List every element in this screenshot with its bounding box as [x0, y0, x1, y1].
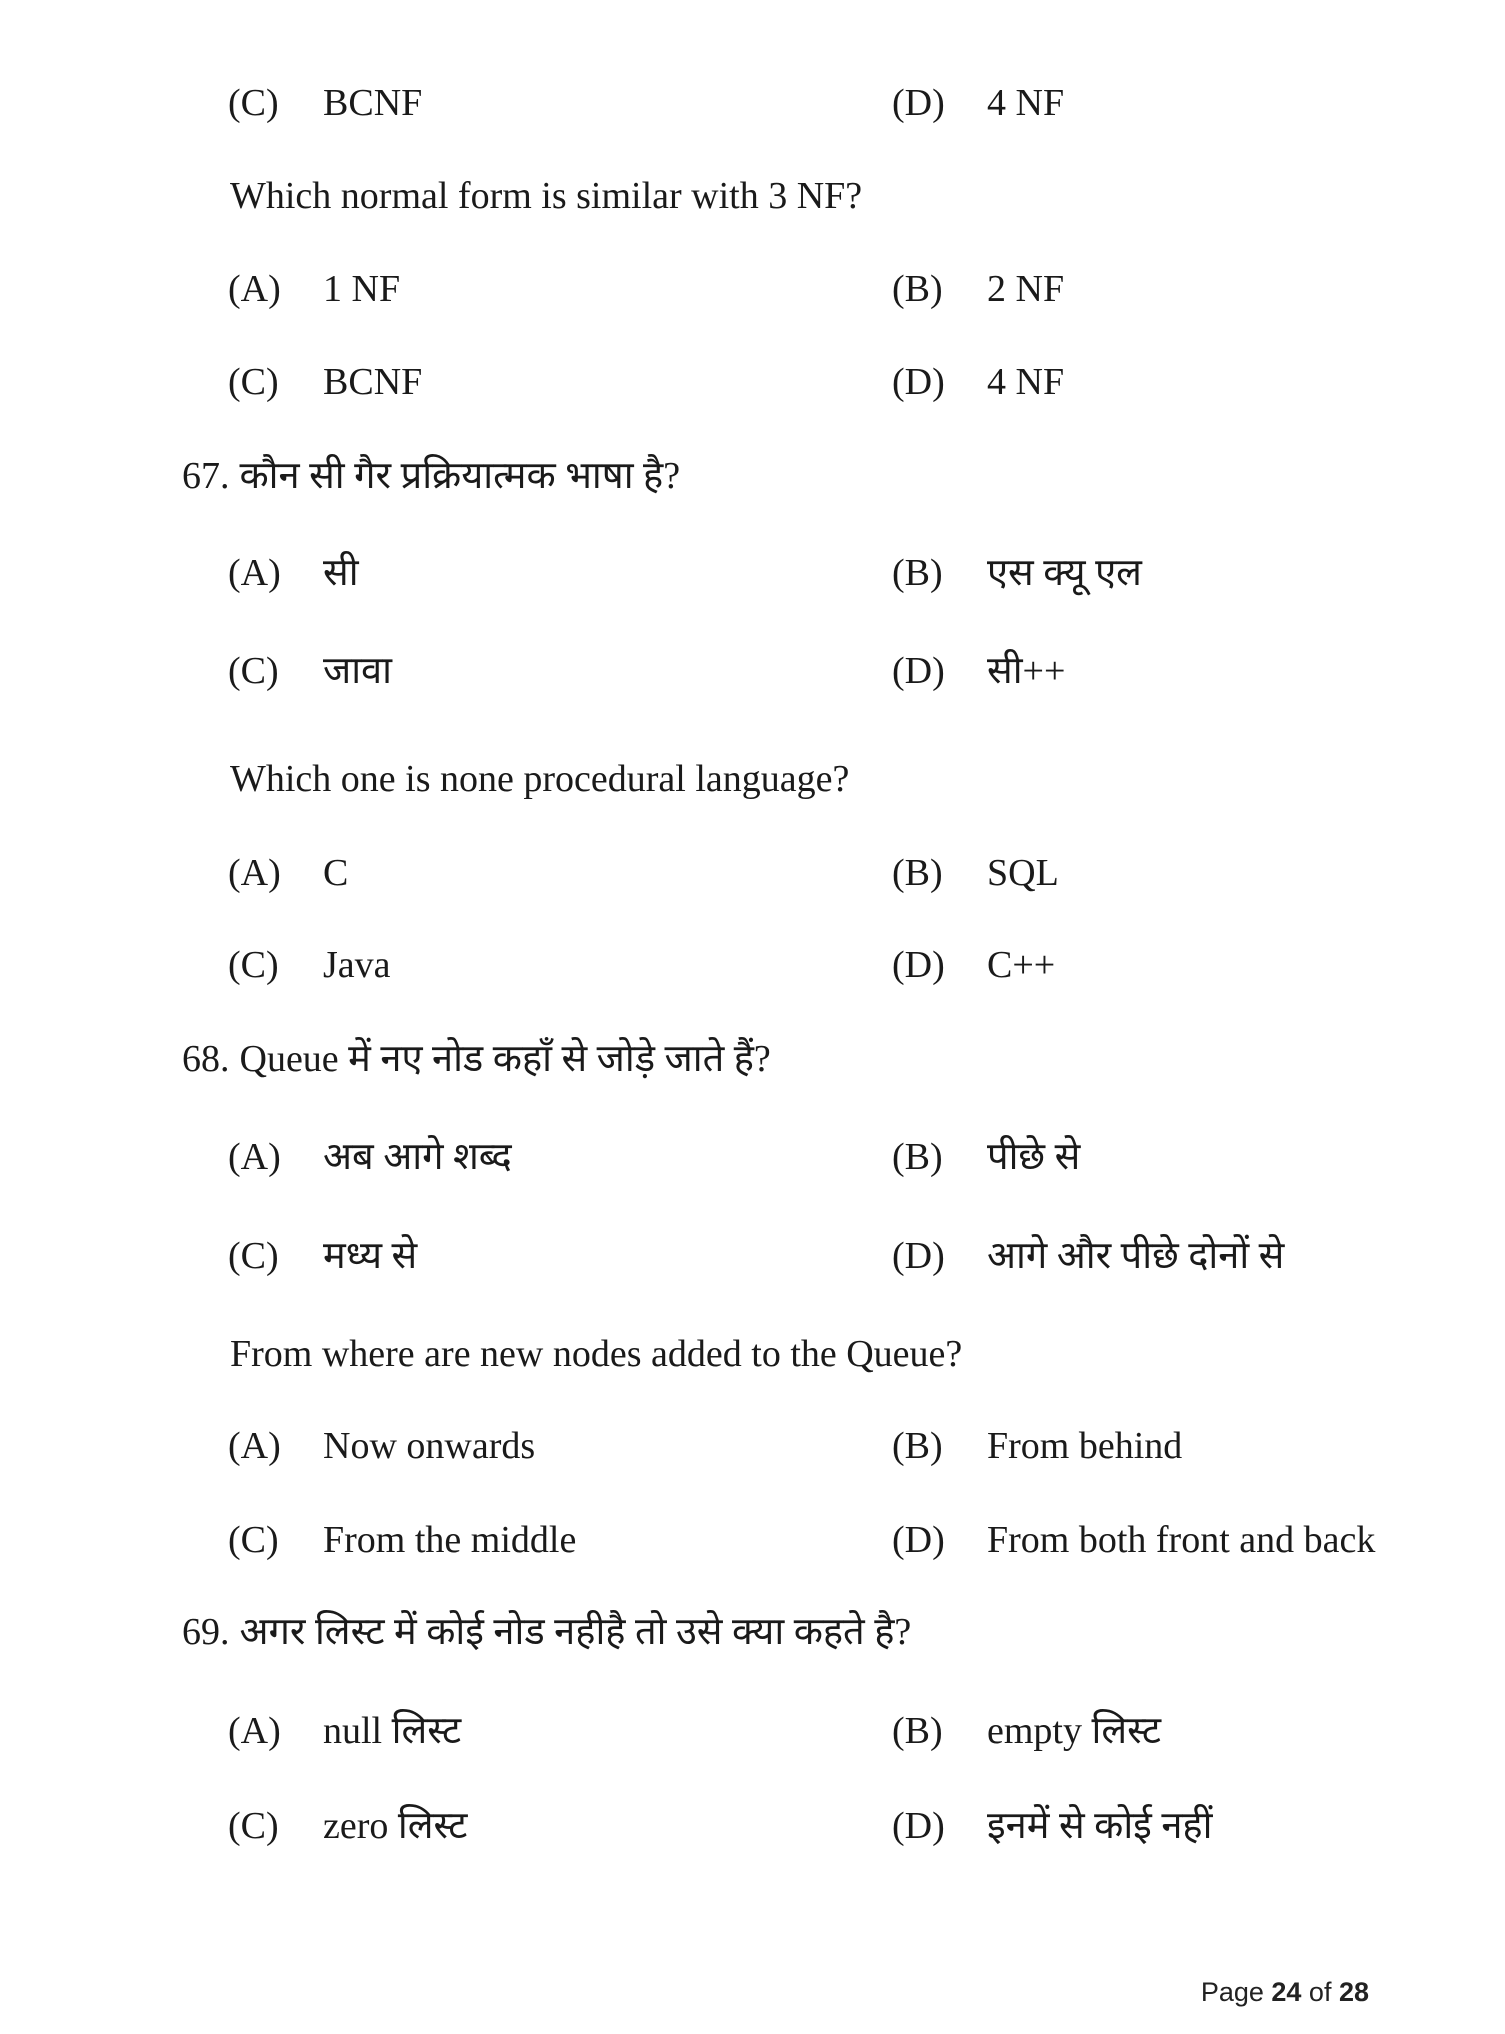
question-text: कौन सी गैर प्रक्रियात्मक भाषा है? [239, 455, 681, 497]
option-label: (D) [892, 1519, 945, 1561]
option-text: SQL [987, 852, 1059, 894]
option-label: (B) [892, 1136, 943, 1178]
option-label: (A) [228, 1136, 281, 1178]
option-label: (B) [892, 552, 943, 594]
footer-total: 28 [1338, 1977, 1369, 2007]
page-number-footer [1201, 1976, 1369, 2008]
option-row [0, 648, 1505, 694]
option-label: (D) [892, 944, 945, 986]
option-row [0, 359, 1505, 405]
option-label: (A) [228, 268, 281, 310]
question-text: Queue में नए नोड कहाँ से जोड़े जाते हैं? [239, 1038, 771, 1080]
option-row [0, 1517, 1505, 1563]
option-label: (C) [228, 650, 279, 692]
option-row [0, 80, 1505, 126]
option-label: (D) [892, 1235, 945, 1277]
option-text: 1 NF [323, 268, 401, 310]
option-text: Now onwards [323, 1425, 536, 1467]
option-text: From behind [987, 1425, 1183, 1467]
option-text: null लिस्ट [323, 1710, 462, 1752]
option-label: (A) [228, 1710, 281, 1752]
option-text: From both front and back [987, 1519, 1376, 1561]
option-label: (D) [892, 650, 945, 692]
option-row [0, 1134, 1505, 1180]
option-text: BCNF [323, 361, 423, 403]
footer-middle: of [1301, 1977, 1339, 2007]
option-text: सी [323, 552, 359, 594]
option-label: (D) [892, 1805, 945, 1847]
option-text: मध्य से [323, 1235, 418, 1277]
option-label: (A) [228, 552, 281, 594]
option-text: Java [323, 944, 391, 986]
option-text: From the middle [323, 1519, 577, 1561]
option-row [0, 1803, 1505, 1849]
option-text: एस क्यू एल [987, 552, 1142, 594]
footer-page: 24 [1271, 1977, 1302, 2007]
question-number: 68. [182, 1038, 230, 1080]
option-text: पीछे से [987, 1136, 1081, 1178]
option-text: 4 NF [987, 361, 1065, 403]
option-label: (C) [228, 1519, 279, 1561]
option-text: सी++ [987, 650, 1066, 692]
question-hindi [182, 453, 680, 499]
option-label: (B) [892, 852, 943, 894]
option-text: अब आगे शब्द [323, 1136, 512, 1178]
option-label: (B) [892, 1710, 943, 1752]
footer-prefix: Page [1200, 1977, 1272, 2007]
question-english: Which one is none procedural language? [230, 758, 850, 800]
option-text: जावा [323, 650, 393, 692]
question-number: 67. [182, 455, 230, 497]
option-label: (C) [228, 1235, 279, 1277]
option-text: BCNF [323, 82, 423, 124]
option-row [0, 550, 1505, 596]
option-label: (C) [228, 361, 279, 403]
option-row [0, 1423, 1505, 1469]
question-text: अगर लिस्ट में कोई नोड नहीहै तो उसे क्या कहते है? [239, 1611, 912, 1653]
option-label: (D) [892, 82, 945, 124]
option-label: (A) [228, 852, 281, 894]
option-label: (D) [892, 361, 945, 403]
option-text: इनमें से कोई नहीं [987, 1805, 1213, 1847]
question-english: Which normal form is similar with 3 NF? [230, 175, 863, 217]
option-row [0, 850, 1505, 896]
option-row [0, 266, 1505, 312]
option-text: आगे और पीछे दोनों से [987, 1235, 1285, 1277]
option-row [0, 1708, 1505, 1754]
option-label: (C) [228, 944, 279, 986]
option-row [0, 942, 1505, 988]
option-row [0, 1233, 1505, 1279]
option-text: zero लिस्ट [323, 1805, 468, 1847]
option-text: 4 NF [987, 82, 1065, 124]
question-number: 69. [182, 1611, 230, 1653]
option-label: (B) [892, 268, 943, 310]
option-label: (C) [228, 1805, 279, 1847]
question-english: From where are new nodes added to the Queue? [230, 1333, 963, 1375]
option-label: (A) [228, 1425, 281, 1467]
option-text: C++ [987, 944, 1056, 986]
option-text: C [323, 852, 349, 894]
option-text: 2 NF [987, 268, 1065, 310]
option-label: (C) [228, 82, 279, 124]
option-label: (B) [892, 1425, 943, 1467]
question-hindi [182, 1609, 911, 1655]
question-hindi [182, 1036, 771, 1082]
option-text: empty लिस्ट [987, 1710, 1162, 1752]
